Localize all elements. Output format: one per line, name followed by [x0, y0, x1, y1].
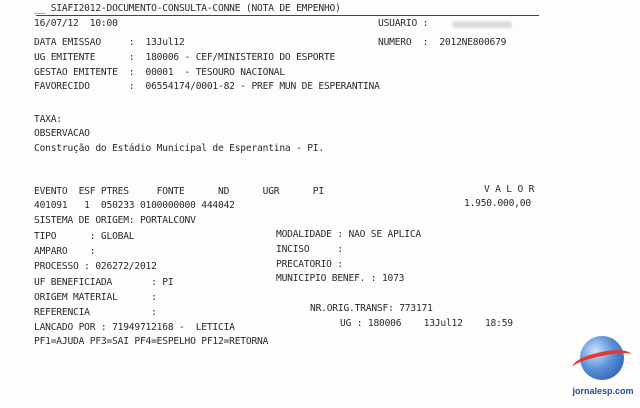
function-keys: PF1=AJUDA PF3=SAI PF4=ESPELHO PF12=RETORNA — [34, 336, 269, 347]
favorecido: FAVORECIDO : 06554174/0001-82 - PREF MUN DE ESPERANTINA — [34, 81, 380, 92]
title-bar: __ SIAFI2012-DOCUMENTO-CONSULTA-CONNE (NOTA DE EMPENHO) — [34, 3, 341, 14]
watermark-brand: jornalesp.com — [572, 386, 634, 396]
usuario-label: USUARIO : — [378, 18, 429, 29]
tipo: TIPO : GLOBAL — [34, 231, 135, 242]
title-underline — [36, 15, 539, 16]
ug-emitente: UG EMITENTE : 180006 - CEF/MINISTERIO DO ESPORTE — [34, 52, 336, 63]
uf-beneficiada: UF BENEFICIADA : PI — [34, 277, 174, 288]
valor-header: V A L O R — [484, 184, 535, 195]
amparo: AMPARO : — [34, 246, 96, 257]
item-row: 401091 1 050233 0100000000 444042 — [34, 200, 235, 211]
processo: PROCESSO : 026272/2012 — [34, 261, 157, 272]
watermark-logo — [572, 336, 634, 404]
ug-footer: UG : 180006 13Jul12 18:59 — [340, 318, 513, 329]
sistema-origem: SISTEMA DE ORIGEM: PORTALCONV — [34, 215, 196, 226]
municipio-benef: MUNICIPIO BENEF. : 1073 — [276, 273, 405, 284]
observacao-label: OBSERVACAO — [34, 128, 90, 139]
usuario-value-redacted — [452, 21, 512, 28]
modalidade: MODALIDADE : NAO SE APLICA — [276, 229, 421, 240]
gestao-emitente: GESTAO EMITENTE : 00001 - TESOURO NACIONAL — [34, 67, 285, 78]
inciso: INCISO : — [276, 244, 343, 255]
items-header: EVENTO ESF PTRES FONTE ND UGR PI — [34, 186, 324, 197]
lancado-por: LANCADO POR : 71949712168 - LETICIA — [34, 322, 235, 333]
data-emissao: DATA EMISSAO : 13Jul12 — [34, 37, 185, 48]
precatorio: PRECATORIO : — [276, 259, 343, 270]
observacao-text: Construção do Estádio Municipal de Esperantina - PI. — [34, 143, 324, 154]
datetime: 16/07/12 10:00 — [34, 18, 118, 29]
taxa: TAXA: — [34, 114, 62, 125]
origem-material: ORIGEM MATERIAL : — [34, 292, 157, 303]
item-valor: 1.950.000,00 — [464, 198, 531, 209]
referencia: REFERENCIA : — [34, 307, 157, 318]
numero: NUMERO : 2012NE800679 — [378, 37, 507, 48]
nr-orig-transf: NR.ORIG.TRANSF: 773171 — [310, 303, 433, 314]
